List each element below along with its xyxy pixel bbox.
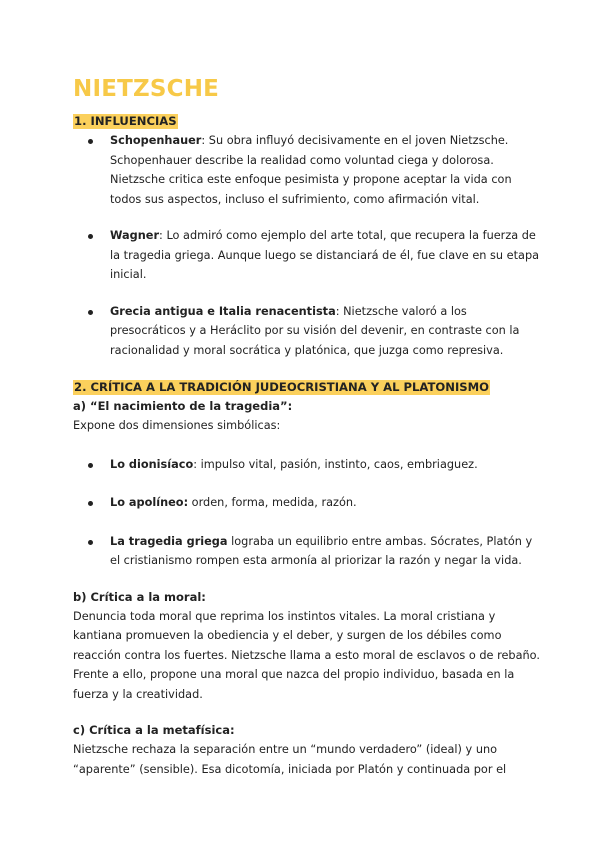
subsection-c-heading: c) Crítica a la metafísica: — [73, 723, 235, 737]
bullet-icon — [88, 234, 93, 239]
list-item — [73, 226, 543, 285]
dimensions-list — [73, 455, 543, 571]
item-term: Schopenhauer — [110, 134, 202, 147]
list-item — [73, 455, 543, 475]
bullet-icon — [88, 463, 93, 468]
document-content — [73, 74, 543, 779]
section-2-heading: 2. CRÍTICA A LA TRADICIÓN JUDEOCRISTIANA Y AL PLATONISMO — [74, 380, 490, 394]
subsection-a-heading: a) “El nacimiento de la tragedia”: — [73, 399, 293, 413]
item-term: Wagner — [110, 229, 160, 242]
item-text: : Nietzsche valoró a los presocráticos y a Heráclito por su visión del devenir, en contraste con la racionalidad y moral socrática y platónica, que juzga como represiva. — [110, 304, 520, 357]
subsection-b-text: Denuncia toda moral que reprima los instintos vitales. La moral cristiana y kantiana promueven la obediencia y el deber, y surgen de los débiles como reacción contra los fuertes. Nietzsche llama a esto moral de esclavos o de rebaño. Frente a ello, propone una moral que nazca del propio individuo, basada en la fuerza y la creatividad. — [73, 609, 540, 701]
item-text: orden, forma, medida, razón. — [188, 496, 357, 509]
subsection-b-heading: b) Crítica a la moral: — [73, 589, 206, 604]
bullet-icon — [88, 310, 93, 315]
bullet-icon — [88, 501, 93, 506]
item-term: Lo dionisíaco — [110, 457, 194, 471]
item-text: : Lo admiró como ejemplo del arte total, que recupera la fuerza de la tragedia griega. Aunque luego se distanciará de él, fue clave en su etapa inicial. — [110, 229, 540, 281]
bullet-icon — [88, 139, 93, 144]
item-text: lograba un equilibrio entre ambas. Sócrates, Platón y el cristianismo rompen esta armonía al priorizar la razón y negar la vida. — [110, 534, 533, 567]
subsection-c-text: Nietzsche rechaza la separación entre un “mundo verdadero” (ideal) y uno “aparente” (sensible). Esa dicotomía, iniciada por Platón y continuada por el — [73, 743, 507, 776]
item-term: Grecia antigua e Italia renacentista — [110, 304, 336, 318]
section-1-heading: 1. INFLUENCIAS — [74, 114, 177, 128]
list-item — [73, 532, 543, 571]
document-title: NIETZSCHE — [73, 76, 220, 102]
item-term: La tragedia griega — [110, 534, 228, 548]
item-term: Lo apolíneo: — [110, 496, 189, 509]
influences-list — [73, 131, 543, 360]
subsection-a-intro: Expone dos dimensiones simbólicas: — [73, 419, 281, 432]
section-2 — [73, 376, 543, 395]
list-item — [73, 493, 543, 513]
list-item — [73, 131, 543, 209]
bullet-icon — [88, 540, 93, 545]
item-text: : impulso vital, pasión, instinto, caos, embriaguez. — [193, 457, 478, 471]
section-1 — [73, 110, 543, 129]
list-item — [73, 302, 543, 361]
item-text: : Su obra influyó decisivamente en el joven Nietzsche. Schopenhauer describe la realidad como voluntad ciega y dolorosa. Nietzsche critica este enfoque pesimista y propone aceptar la vida con todos sus aspectos, incluso el sufrimiento, como afirmación vital. — [110, 134, 512, 206]
